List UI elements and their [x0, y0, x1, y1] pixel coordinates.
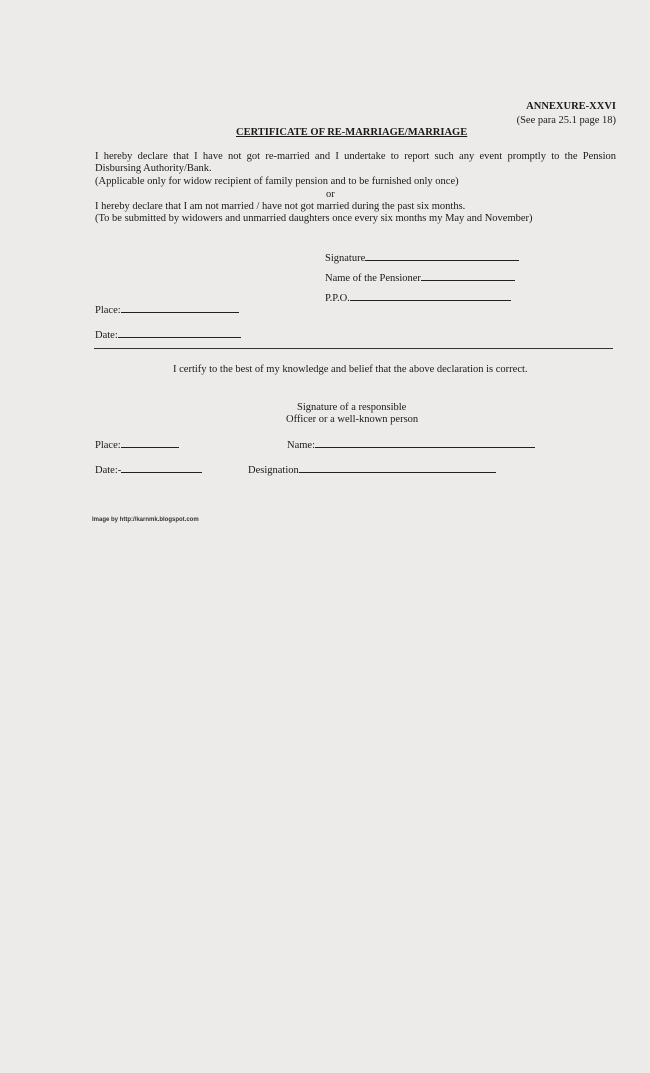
officer-place-blank[interactable]: [121, 438, 179, 448]
designation-field[interactable]: [248, 463, 496, 477]
officer-place-label: Place:: [95, 440, 121, 451]
date-field[interactable]: [95, 328, 241, 342]
ppo-field[interactable]: [325, 291, 511, 305]
officer-name-blank[interactable]: [315, 438, 535, 448]
annexure-label: ANNEXURE-XXVI: [526, 101, 616, 112]
designation-blank[interactable]: [299, 463, 496, 473]
place-label: Place:: [95, 305, 121, 316]
or-separator: or: [326, 189, 335, 200]
place-field[interactable]: [95, 303, 239, 317]
signature-blank[interactable]: [365, 251, 519, 261]
date-blank[interactable]: [118, 328, 241, 338]
ppo-label: P.P.O.: [325, 293, 350, 304]
officer-date-field[interactable]: [95, 463, 202, 477]
designation-label: Designation: [248, 465, 299, 476]
place-blank[interactable]: [121, 303, 239, 313]
declaration-line-2: Disbursing Authority/Bank.: [95, 163, 212, 174]
officer-signature-line-2: Officer or a well-known person: [286, 414, 419, 425]
officer-name-field[interactable]: [287, 438, 535, 452]
date-label: Date:: [95, 330, 118, 341]
section-divider: [94, 348, 613, 349]
officer-signature-line-1: Signature of a responsible: [297, 402, 407, 413]
pensioner-name-field[interactable]: [325, 271, 515, 285]
declaration-line-1: I hereby declare that I have not got re-married and I undertake to report such any event promptly to the Pension: [95, 151, 616, 162]
officer-date-blank[interactable]: [121, 463, 202, 473]
declaration-line-3: I hereby declare that I am not married / have not got married during the past six months.: [95, 201, 466, 212]
officer-date-label: Date:-: [95, 465, 122, 476]
image-credit: Image by http://karnmk.blogspot.com: [92, 517, 199, 523]
declaration-note-2: (To be submitted by widowers and unmarried daughters once every six months my May and November): [95, 213, 533, 224]
ppo-blank[interactable]: [350, 291, 511, 301]
signature-field[interactable]: [325, 251, 519, 265]
pensioner-name-label: Name of the Pensioner: [325, 273, 421, 284]
declaration-note-1: (Applicable only for widow recipient of family pension and to be furnished only once): [95, 176, 459, 187]
pensioner-name-blank[interactable]: [421, 271, 515, 281]
officer-name-label: Name:: [287, 440, 315, 451]
certification-text: I certify to the best of my knowledge and belief that the above declaration is correct.: [173, 364, 528, 375]
para-reference: (See para 25.1 page 18): [516, 115, 616, 126]
officer-place-field[interactable]: [95, 438, 179, 452]
page-title: CERTIFICATE OF RE-MARRIAGE/MARRIAGE: [236, 127, 468, 138]
signature-label: Signature: [325, 253, 366, 264]
